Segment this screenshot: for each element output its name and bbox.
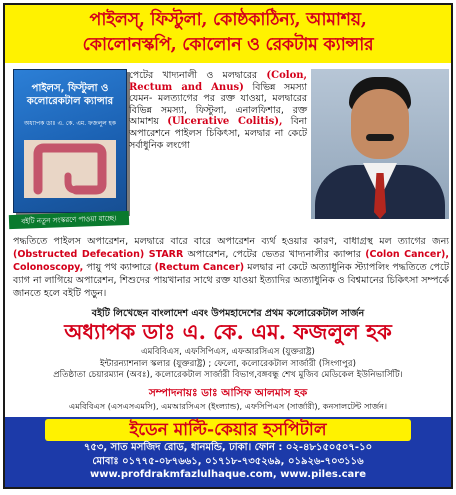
- hospital-name: ইডেন মাল্টি-কেয়ার হসপিটাল: [45, 419, 411, 441]
- author-byline: বইটি লিখেছেন বাংলাদেশ এবং উপমহাদেশের প্রথম কলোরেকটাল সার্জন: [91, 308, 365, 319]
- credential-line: এমবিবিএস, এফসিপিএস, এফআরসিএস (যুক্তরাষ্ট্র): [141, 347, 315, 357]
- advertisement: [3, 3, 453, 489]
- para-text-2: অপারেশন, পেটের ভেতর খাদ্যনালীর ক্যান্সার: [183, 249, 366, 260]
- headline-banner: [5, 5, 451, 63]
- intro-highlight-2: (Ulcerative Colitis),: [167, 116, 283, 128]
- intro-text-2: বিভিন্ন সমস্যা যেমন- মলত্যাগের পর রক্ত যাওয়া, মলদ্বারের বিভিন্ন সমস্যা, ফিস্টুলা, এনালফিশার, রক্ত আমাশয়: [129, 81, 307, 128]
- website-links[interactable]: www.profdrakmfazlulhaque.com, www.piles.care: [89, 469, 367, 480]
- intro-highlight-1: (Colon, Rectum and Anus): [129, 70, 307, 93]
- para-highlight-3: (Rectum Cancer): [154, 262, 245, 273]
- colon-illustration: [24, 140, 116, 198]
- intro-text: [129, 70, 307, 151]
- credential-line: ইন্টারন্যাশনাল স্কলার (যুক্তরাষ্ট্র) ; ফেলো, কলোরেকটাল সার্জারী (সিংগাপুর): [100, 358, 356, 369]
- book-caption: বইটি নতুন সংস্করণে পাওয়া যাচ্ছে।: [9, 211, 129, 229]
- headline-line-1: পাইলস্, ফিস্টুলা, কোষ্ঠকাঠিন্য, আমাশয়,: [89, 10, 367, 30]
- para-text-4: মলদ্বার না কেটে অত্যাধুনিক স্ট্যাপলিং পদ্ধতিতে পেটে ব্যাগ না লাগিয়ে অপারেশন, শিশুদের পায়খানার সাথে রক্ত যাওয়া ইত্যাদির অত্যাধুনিক ও বিশ্বমানের চিকিৎসা সম্পর্কে জানতে হলে বইটি পড়ুন।: [13, 262, 449, 299]
- para-highlight-2: (Colon Cancer), Colonoscopy,: [13, 249, 449, 273]
- intro-text-3: বিনা অপারেশনে পাইলস চিকিৎসা, মলদ্বার না কেটে সর্বাধুনিক লংগো: [129, 116, 307, 151]
- para-text-3: পায়ু পথ ক্যান্সারে: [83, 262, 155, 273]
- para-text-1: পদ্ধতিতে পাইলস অপারেশন, মলদ্বারে বারে বারে অপারেশন ব্যর্থ হওয়ার কারণ, বাধাগ্রস্থ মল ত্যাগের জন্য: [13, 236, 449, 247]
- hospital-mobile: মোবাঃ ০১৭৭৫-০৮৭৬৬১, ০১৭১৮-৭৩৫২৬৯, ০১৯২৬-৭০৩১১৬: [92, 455, 364, 467]
- editor-line: সম্পাদনায়ঃ ডাঃ আসিফ আলমাস হক: [148, 387, 308, 399]
- doctor-name: অধ্যাপক ডাঃ এ. কে. এম. ফজলুল হক: [64, 319, 392, 344]
- footer-contact: [5, 417, 451, 487]
- doctor-photo: [311, 69, 449, 219]
- book-author: অধ্যাপক ডাঃ এ. কে. এম. ফজলুল হক: [24, 120, 116, 127]
- credential-line: প্রতিষ্ঠাতা চেয়ারম্যান (অবঃ), কলোরেকটাল সার্জারী বিভাগ,বঙ্গবন্ধু শেখ মুজিব মেডিকেল ইউনিভার্সিটি।: [53, 370, 403, 380]
- book-title: [14, 82, 126, 108]
- body-paragraph: [13, 235, 449, 300]
- doctor-credentials: [9, 347, 447, 382]
- book-title-line-1: পাইলস, ফিস্টুলা ও: [31, 83, 109, 94]
- headline-line-2: কোলোনস্কপি, কোলোন ও রেকটাম ক্যান্সার: [82, 35, 374, 55]
- book-cover: [13, 69, 127, 213]
- intro-text-1: পেটের খাদ্যনালী ও মলদ্বারের: [129, 70, 267, 81]
- para-highlight-1: (Obstructed Defecation) STARR: [13, 249, 184, 260]
- hospital-address: ৭৫৩, সাত মসজিদ রোড, ধানমন্ডি, ঢাকা। ফোন : ০২-৪৮১৫০৫০৭-১০: [83, 442, 373, 453]
- book-title-line-2: কলোরেকটাল ক্যান্সার: [26, 96, 114, 107]
- editor-credentials: এমবিবিএস (এসএসএমসি), এমআরসিএস (ইংল্যান্ড), এফসিপিএস (সার্জারী), কনসালটেন্ট সার্জন।: [68, 401, 388, 411]
